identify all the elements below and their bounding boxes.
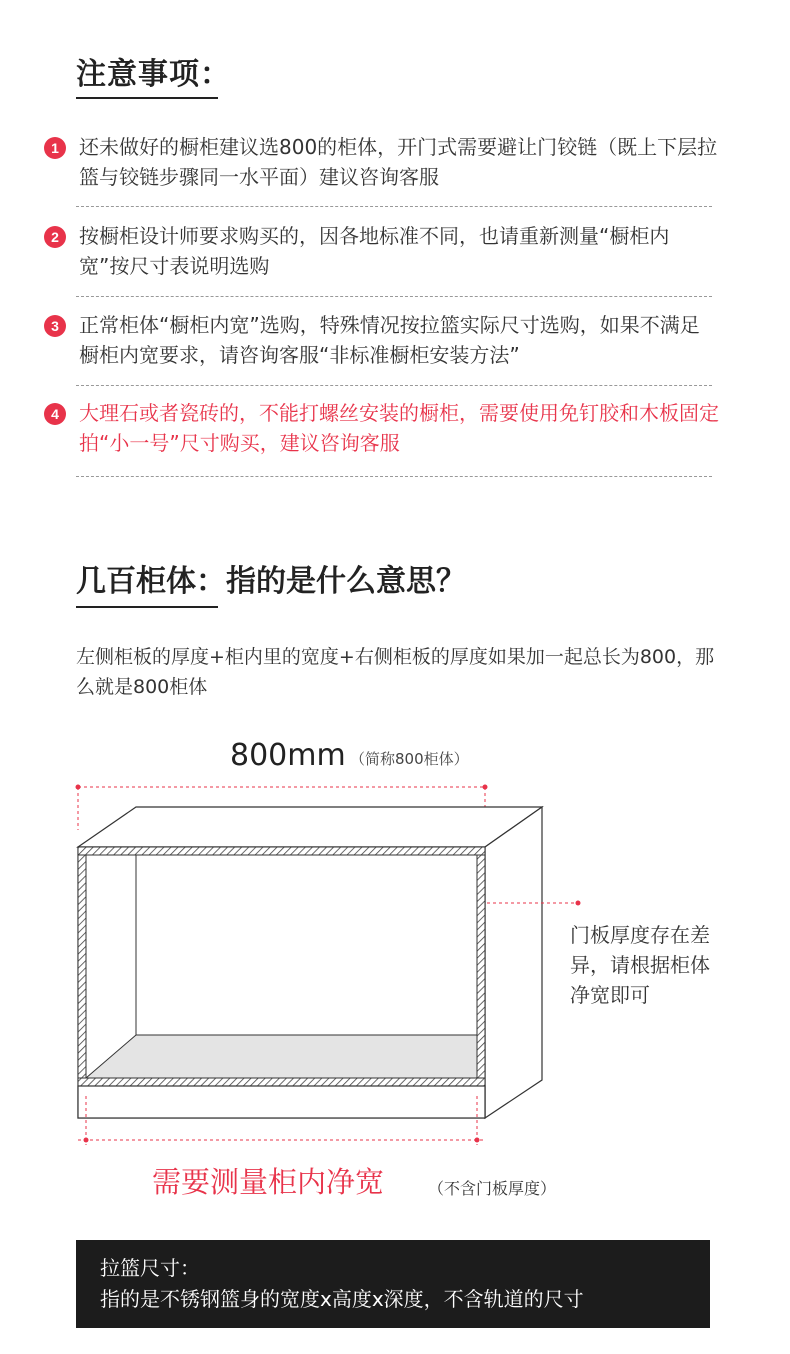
note-number-badge: 1	[44, 137, 66, 159]
width-label: 800mm	[230, 738, 346, 773]
explain-title: 几百柜体：指的是什么意思？	[76, 564, 466, 599]
divider	[76, 476, 712, 477]
note-number-badge: 2	[44, 226, 66, 248]
note-text: 大理石或者瓷砖的，不能打螺丝安装的橱柜，需要使用免钉胶和木板固定 拍“小一号”尺寸购买，建议咨询客服	[79, 401, 719, 455]
divider	[76, 385, 712, 386]
notes-title-underline	[76, 97, 218, 99]
divider	[76, 296, 712, 297]
width-note: （简称800柜体）	[350, 750, 469, 768]
basket-size-desc: 指的是不锈钢篮身的宽度x高度x深度，不含轨道的尺寸	[100, 1287, 584, 1311]
explain-paragraph: 左侧柜板的厚度+柜内里的宽度+右侧柜板的厚度如果加一起总长为800，那么就是800柜体	[76, 646, 715, 698]
notes-title: 注意事项：	[76, 57, 231, 92]
note-number-badge: 4	[44, 403, 66, 425]
measure-title: 需要测量柜内净宽	[152, 1165, 385, 1199]
note-text: 还未做好的橱柜建议选800的柜体，开门式需要避让门铰链（既上下层拉篮与铰链步骤同一水平面）建议咨询客服	[79, 135, 718, 189]
basket-size-title: 拉篮尺寸：	[100, 1256, 200, 1280]
note-number-badge: 3	[44, 315, 66, 337]
measure-note: （不含门板厚度）	[428, 1179, 557, 1198]
divider	[76, 206, 712, 207]
note-text: 正常柜体“橱柜内宽”选购，特殊情况按拉篮实际尺寸选购，如果不满足橱柜内宽要求，请咨询客服“非标准橱柜安装方法”	[79, 313, 700, 367]
explain-title-underline	[76, 606, 218, 608]
door-thickness-note: 门板厚度存在差异，请根据柜体净宽即可	[570, 923, 710, 1007]
note-text: 按橱柜设计师要求购买的，因各地标准不同，也请重新测量“橱柜内宽”按尺寸表说明选购	[79, 224, 670, 278]
